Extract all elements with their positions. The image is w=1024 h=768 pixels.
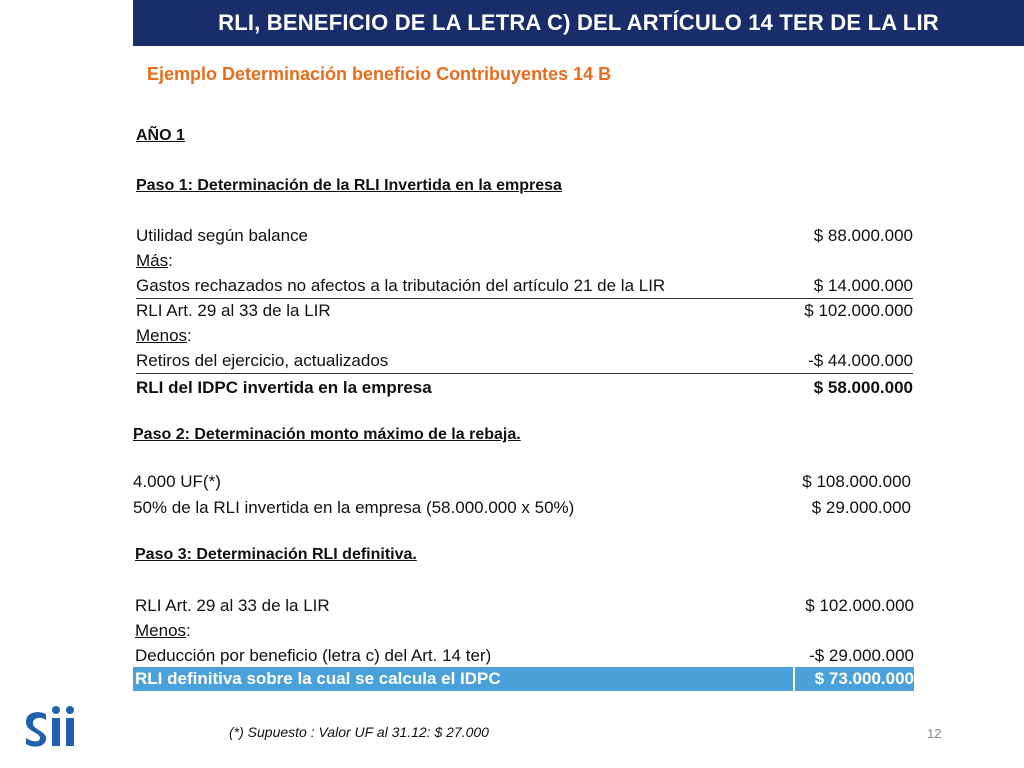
step3-row-rli (135, 594, 914, 618)
row-label: 50% de la RLI invertida en la empresa (58.000.000 x 50%) (133, 498, 575, 517)
step1-row-gastos (136, 274, 913, 299)
row-label: RLI definitiva sobre la cual se calcula el IDPC (135, 669, 501, 688)
row-label: Utilidad según balance (136, 226, 309, 245)
row-amount: $ 88.000.000 (813, 226, 913, 245)
row-label: RLI Art. 29 al 33 de la LIR (136, 301, 331, 320)
row-label: RLI Art. 29 al 33 de la LIR (135, 596, 330, 615)
row-label: Más: (136, 251, 173, 270)
row-label: Deducción por beneficio (letra c) del Art. 14 ter) (135, 646, 492, 665)
row-label: Menos: (135, 621, 191, 640)
sii-logo-icon (24, 702, 84, 750)
slide-subtitle: Ejemplo Determinación beneficio Contribuyentes 14 B (147, 64, 612, 84)
step3-row-total (133, 667, 914, 691)
row-label: Gastos rechazados no afectos a la tributación del artículo 21 de la LIR (136, 276, 666, 295)
row-amount: $ 14.000.000 (813, 276, 913, 295)
row-amount: $ 58.000.000 (813, 378, 913, 397)
row-amount: $ 102.000.000 (804, 301, 913, 320)
row-label: Retiros del ejercicio, actualizados (136, 351, 389, 370)
step1-row-total (136, 376, 913, 400)
step2-row-50pct (133, 496, 911, 520)
row-label: Menos: (136, 326, 192, 345)
step1-row-rli (136, 299, 913, 323)
row-amount: $ 108.000.000 (802, 472, 911, 491)
step3-row-deduccion (135, 644, 914, 668)
slide-title: RLI, BENEFICIO DE LA LETRA C) DEL ARTÍCULO 14 TER DE LA LIR (133, 0, 1024, 46)
step2-heading: Paso 2: Determinación monto máximo de la rebaja. (133, 426, 521, 443)
step1-row-menos (136, 324, 913, 348)
step2-row-uf (133, 470, 911, 494)
row-amount: -$ 29.000.000 (809, 646, 914, 665)
step1-row-mas (136, 249, 913, 273)
step1-heading: Paso 1: Determinación de la RLI Invertida en la empresa (136, 177, 562, 194)
row-amount: $ 29.000.000 (811, 498, 911, 517)
row-label: RLI del IDPC invertida en la empresa (136, 378, 432, 397)
row-amount: $ 102.000.000 (805, 596, 914, 615)
page-number: 12 (927, 726, 942, 741)
step3-heading: Paso 3: Determinación RLI definitiva. (135, 546, 417, 563)
footnote: (*) Supuesto : Valor UF al 31.12: $ 27.000 (229, 724, 489, 740)
row-label: 4.000 UF(*) (133, 472, 221, 491)
step3-row-menos (135, 619, 914, 643)
step1-row-retiros (136, 349, 913, 374)
row-amount: $ 73.000.000 (814, 669, 914, 688)
step1-row-utilidad (136, 224, 913, 248)
year-heading: AÑO 1 (136, 127, 185, 144)
svg-text:sii: sii (24, 702, 25, 703)
row-amount: -$ 44.000.000 (808, 351, 913, 370)
